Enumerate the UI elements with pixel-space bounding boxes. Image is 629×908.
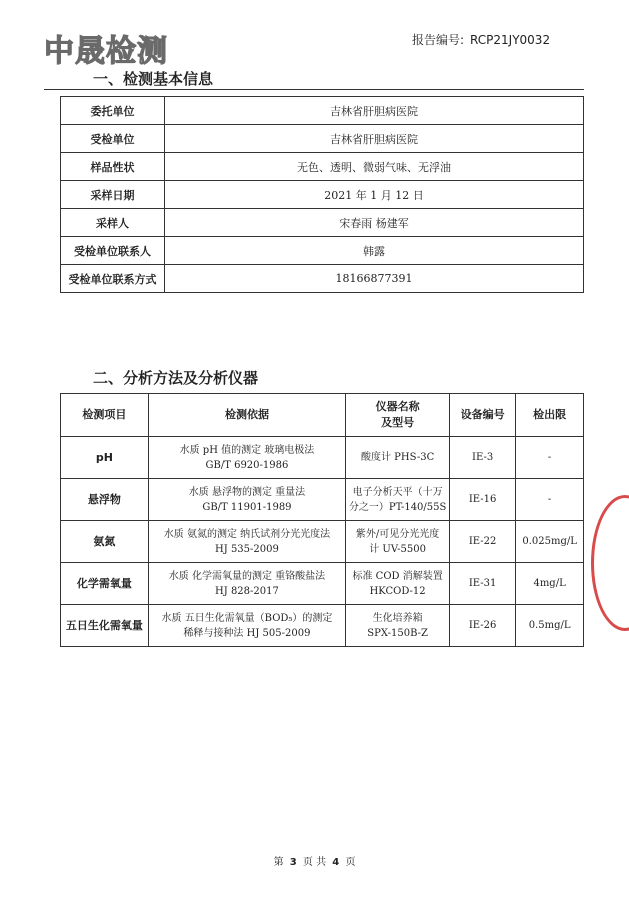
- cell-equipment-no: IE-26: [450, 605, 516, 647]
- table-row: [61, 437, 584, 479]
- info-value: 韩露: [165, 237, 584, 265]
- basic-info-table: [60, 96, 584, 293]
- basis-line2: 稀释与接种法 HJ 505-2009: [183, 627, 311, 639]
- cell-basis: [148, 479, 345, 521]
- cell-item: 氨氮: [61, 521, 149, 563]
- cell-item: 悬浮物: [61, 479, 149, 521]
- section-2-title: 二、分析方法及分析仪器: [93, 369, 259, 387]
- cell-equipment-no: IE-22: [450, 521, 516, 563]
- instrument-line2: 分之一）PT-140/55S: [348, 501, 447, 513]
- instrument-line2: SPX-150B-Z: [367, 627, 428, 639]
- info-label: 采样日期: [61, 181, 165, 209]
- info-value: 吉林省肝胆病医院: [165, 125, 584, 153]
- instrument-line1: 紫外/可见分光光度: [355, 528, 440, 540]
- company-logo: 中晟检测: [44, 34, 168, 69]
- info-label: 受检单位联系人: [61, 237, 165, 265]
- page-label-1: 第: [273, 857, 284, 868]
- basis-line1: 水质 氨氮的测定 纳氏试剂分光光度法: [163, 528, 331, 540]
- info-label: 受检单位: [61, 125, 165, 153]
- page-number: 3: [289, 857, 297, 868]
- page-footer: [0, 853, 629, 868]
- basis-line2: GB/T 11901-1989: [202, 501, 292, 513]
- instrument-line1: 标准 COD 消解装置: [352, 570, 443, 582]
- basis-line1: 水质 五日生化需氧量（BOD₅）的测定: [161, 612, 333, 624]
- cell-basis: [148, 605, 345, 647]
- table-row: [61, 563, 584, 605]
- info-label: 采样人: [61, 209, 165, 237]
- cell-instrument: [346, 437, 450, 479]
- instrument-line1: 酸度计 PHS-3C: [360, 452, 435, 463]
- cell-basis: [148, 521, 345, 563]
- instrument-line1: 电子分析天平（十万: [352, 486, 443, 498]
- table-row: [61, 181, 584, 209]
- red-seal-stamp: [591, 495, 629, 631]
- methods-table: [60, 393, 584, 647]
- cell-instrument: [346, 563, 450, 605]
- header-instrument-line1: 仪器名称: [375, 400, 420, 413]
- cell-limit: 0.5mg/L: [516, 605, 584, 647]
- header-instrument: [346, 394, 450, 437]
- report-number: [412, 31, 550, 48]
- header-limit: 检出限: [516, 394, 584, 437]
- cell-limit: 0.025mg/L: [516, 521, 584, 563]
- header-divider: [44, 89, 584, 90]
- report-number-label: 报告编号:: [412, 33, 465, 47]
- info-label: 受检单位联系方式: [61, 265, 165, 293]
- section-1-title: 一、检测基本信息: [93, 70, 214, 88]
- table-row: [61, 237, 584, 265]
- page-total: 4: [332, 857, 340, 868]
- cell-basis: [148, 437, 345, 479]
- table-row: [61, 209, 584, 237]
- info-value: 2021 年 1 月 12 日: [165, 181, 584, 209]
- cell-equipment-no: IE-3: [450, 437, 516, 479]
- basis-line2: HJ 535-2009: [215, 543, 279, 555]
- header-basis: 检测依据: [148, 394, 345, 437]
- cell-limit: -: [516, 437, 584, 479]
- basis-line2: HJ 828-2017: [215, 585, 279, 597]
- header-equipment-no: 设备编号: [450, 394, 516, 437]
- info-value: 18166877391: [165, 265, 584, 293]
- table-row: [61, 521, 584, 563]
- cell-instrument: [346, 605, 450, 647]
- table-row: [61, 479, 584, 521]
- cell-item: 五日生化需氧量: [61, 605, 149, 647]
- instrument-line1: 生化培养箱: [372, 612, 423, 624]
- cell-limit: -: [516, 479, 584, 521]
- info-value: 无色、透明、微弱气味、无浮油: [165, 153, 584, 181]
- table-row: [61, 265, 584, 293]
- basis-line2: GB/T 6920-1986: [205, 459, 289, 471]
- table-row: [61, 125, 584, 153]
- cell-equipment-no: IE-16: [450, 479, 516, 521]
- page-label-2: 页 共: [302, 857, 327, 868]
- table-header-row: [61, 394, 584, 437]
- table-row: [61, 153, 584, 181]
- basis-line1: 水质 悬浮物的测定 重量法: [188, 486, 306, 498]
- cell-equipment-no: IE-31: [450, 563, 516, 605]
- basis-line1: 水质 pH 值的测定 玻璃电极法: [179, 444, 315, 456]
- info-label: 样品性状: [61, 153, 165, 181]
- cell-limit: 4mg/L: [516, 563, 584, 605]
- instrument-line2: HKCOD-12: [369, 585, 426, 597]
- instrument-line2: 计 UV-5500: [369, 543, 426, 555]
- cell-basis: [148, 563, 345, 605]
- cell-instrument: [346, 479, 450, 521]
- header-instrument-line2: 及型号: [381, 416, 415, 429]
- table-row: [61, 605, 584, 647]
- cell-instrument: [346, 521, 450, 563]
- cell-item: 化学需氧量: [61, 563, 149, 605]
- info-value: 吉林省肝胆病医院: [165, 97, 584, 125]
- table-row: [61, 97, 584, 125]
- info-value: 宋春雨 杨建军: [165, 209, 584, 237]
- page-label-3: 页: [345, 857, 356, 868]
- basis-line1: 水质 化学需氧量的测定 重铬酸盐法: [168, 570, 326, 582]
- report-number-value: RCP21JY0032: [470, 33, 551, 47]
- info-label: 委托单位: [61, 97, 165, 125]
- header-item: 检测项目: [61, 394, 149, 437]
- cell-item: pH: [61, 437, 149, 479]
